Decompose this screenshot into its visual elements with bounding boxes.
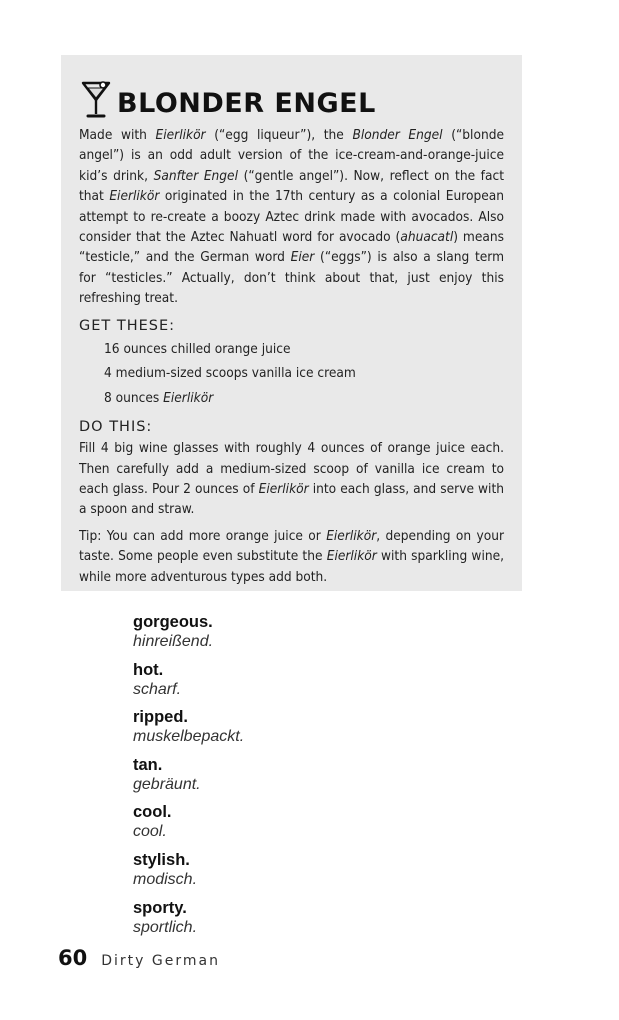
do-this-heading: DO THIS: [79, 419, 153, 436]
vocab-item [133, 707, 244, 755]
vocab-item [133, 755, 244, 803]
ingredient-item: 4 medium-sized scoops vanilla ice cream [104, 365, 356, 382]
vocab-german: scharf. [133, 680, 182, 698]
vocab-item [133, 802, 244, 850]
ingredient-item: 8 ounces Eierlikör [104, 389, 214, 406]
cocktail-glass-icon [79, 79, 113, 119]
book-title: Dirty German [101, 953, 220, 969]
recipe-steps: Fill 4 big wine glasses with roughly 4 ounces of orange juice each. Then carefully add a medium-sized scoop of vanilla ice cream to each glass. Pour 2 ounces of Eierlikör into each glass, and serve with a spoon and straw. [79, 440, 504, 518]
get-these-heading: GET THESE: [79, 317, 176, 334]
recipe-box [61, 55, 522, 591]
vocab-german: sportlich. [133, 918, 198, 936]
ingredient-list [79, 337, 504, 411]
vocab-english: ripped. [133, 708, 189, 727]
vocab-list [133, 612, 244, 945]
recipe-title: BLONDER ENGEL [117, 88, 376, 119]
vocab-english: hot. [133, 660, 164, 679]
vocab-item [133, 612, 244, 660]
vocab-item [133, 660, 244, 708]
vocab-english: cool. [133, 803, 172, 822]
vocab-english: sporty. [133, 898, 187, 917]
vocab-german: muskelbepackt. [133, 728, 245, 746]
vocab-english: gorgeous. [133, 613, 213, 631]
recipe-title-row [79, 79, 504, 119]
vocab-german: cool. [133, 823, 167, 841]
vocab-german: modisch. [133, 870, 198, 888]
vocab-english: stylish. [133, 850, 190, 869]
vocab-item [133, 850, 244, 898]
vocab-german: gebräunt. [133, 775, 201, 793]
ingredient-item: 16 ounces chilled orange juice [104, 340, 291, 357]
recipe-intro: Made with Eierlikör (“egg liqueur”), the Blonder Engel (“blonde angel”) is an odd adult version of the ice-cream-and-orange-juice kid’s drink, Sanfter Engel (“gentle angel”). Now, reflect on the fact that Eierlikör originated in the 17th century as a colonial European attempt to re-create a boozy Aztec drink made with avocados. Also consider that the Aztec Nahuatl word for avocado (ahuacatl) means “testicle,” and the German word Eier (“eggs”) is also a slang term for “testicles.” Actually, don’t think about that, just enjoy this refreshing treat. [79, 127, 504, 307]
vocab-english: tan. [133, 755, 163, 774]
vocab-german: hinreißend. [133, 633, 214, 650]
page-footer [58, 946, 220, 970]
page-number: 60 [58, 946, 88, 970]
recipe-tip: Tip: You can add more orange juice or Eierlikör, depending on your taste. Some people even substitute the Eierlikör with sparkling wine, while more adventurous types add both. [79, 527, 504, 585]
vocab-item [133, 898, 244, 946]
